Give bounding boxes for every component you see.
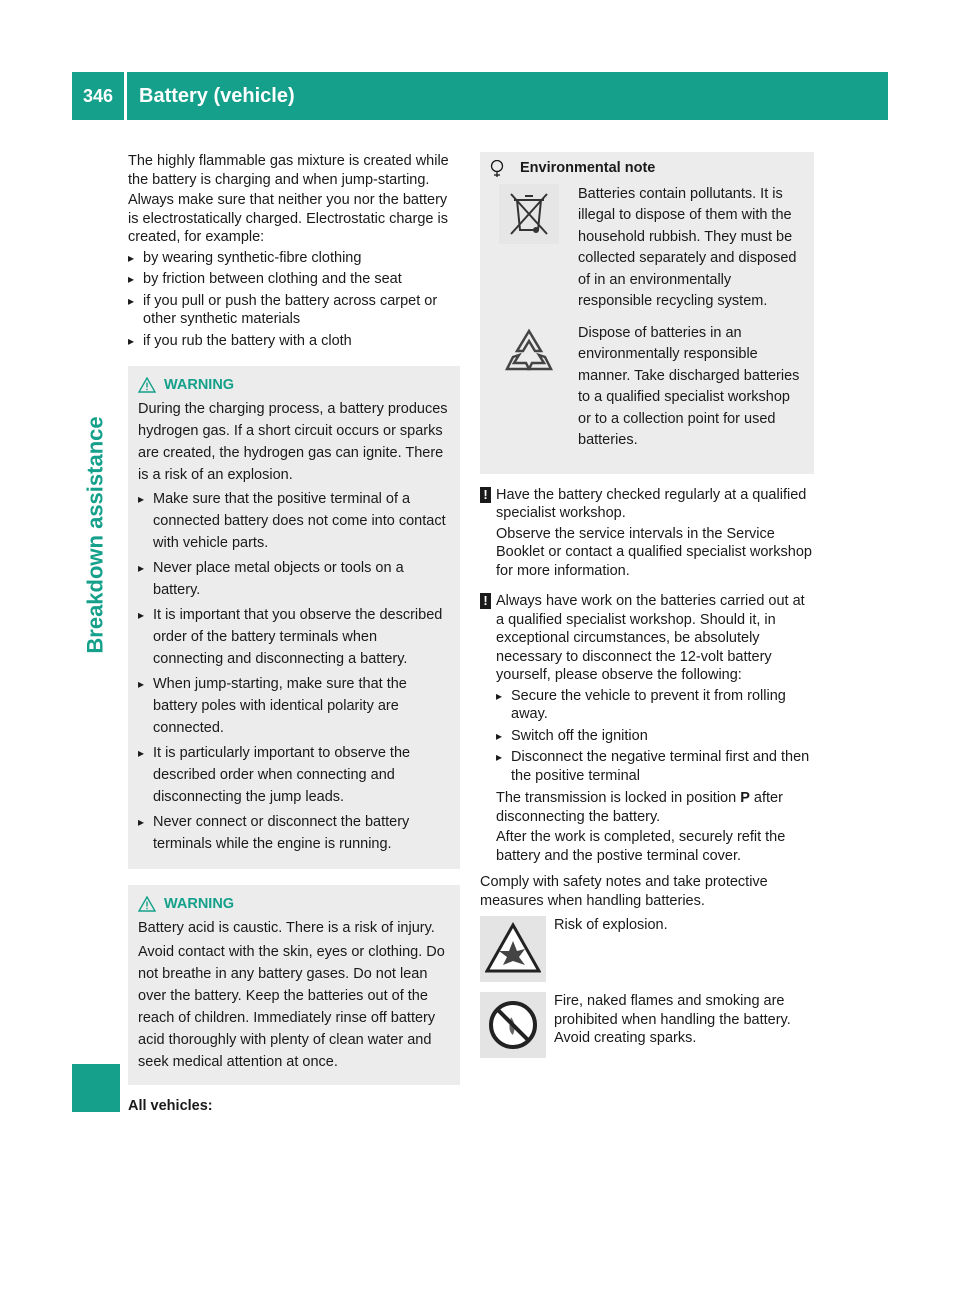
exclamation-icon: ! xyxy=(480,593,491,609)
page-number: 346 xyxy=(82,85,114,106)
bullet-list xyxy=(128,249,460,351)
list-item: ▸ It is important that you observe the described order of the battery terminals when connecting and disconnecting a battery. xyxy=(138,604,450,670)
notice-text-fragment: The transmission is locked in position xyxy=(496,790,741,806)
paragraph: The highly flammable gas mixture is created while the battery is charging and when jump-starting. xyxy=(128,153,449,188)
notice-text: Always have work on the batteries carried out at a qualified specialist workshop. Should it, in exceptional circumstances, be absolutely necessary to disconnect the 12-volt battery yourself, please observe the following: xyxy=(496,593,805,683)
notice-text: Have the battery checked regularly at a qualified specialist workshop. xyxy=(496,486,807,521)
warning-triangle-icon xyxy=(138,377,156,393)
warning-box xyxy=(128,366,460,869)
environmental-note-row xyxy=(490,184,804,313)
warning-text: Battery acid is caustic. There is a risk of injury. xyxy=(138,920,435,936)
symbol-text: Risk of explosion. xyxy=(554,917,668,933)
environmental-note-box xyxy=(480,152,814,474)
list-item: ▸ if you rub the battery with a cloth xyxy=(128,332,460,351)
environmental-note-text: Dispose of batteries in an environmentally responsible manner. Take discharged batteries to a qualified specialist workshop or to a collection point for used batteries. xyxy=(578,324,800,448)
list-item: ▸ Never connect or disconnect the battery terminals while the engine is running. xyxy=(138,811,450,855)
notice-text: After the work is completed, securely refit the battery and the postive terminal cover. xyxy=(496,829,786,864)
warning-heading xyxy=(138,893,450,915)
bullet-list xyxy=(496,687,814,786)
list-item: ▸ by friction between clothing and the seat xyxy=(128,270,460,289)
notice xyxy=(480,592,814,865)
warning-bullet-list xyxy=(138,488,450,855)
warning-title: WARNING xyxy=(164,377,235,393)
list-item: ▸ if you pull or push the battery across carpet or other synthetic materials xyxy=(128,292,460,329)
page-header xyxy=(72,72,888,120)
warning-text: Avoid contact with the skin, eyes or clothing. Do not breathe in any battery gases. Do not lean over the battery. Keep the batteries out of the reach of children. Immediately rinse off battery acid thoroughly with plenty of clean water and seek medical attention at once. xyxy=(138,944,445,1070)
left-column xyxy=(128,152,460,1118)
section-marker xyxy=(72,1064,120,1112)
list-item: ▸ When jump-starting, make sure that the battery poles with identical polarity are connected. xyxy=(138,673,450,739)
section-tab-label: Breakdown assistance xyxy=(83,416,109,654)
list-item: ▸ Secure the vehicle to prevent it from rolling away. xyxy=(496,687,814,724)
notice xyxy=(480,486,814,581)
warning-text: During the charging process, a battery produces hydrogen gas. If a short circuit occurs or sparks are created, the hydrogen gas can ignite. There is a risk of an explosion. xyxy=(138,401,448,483)
exclamation-icon: ! xyxy=(480,487,491,503)
environmental-note-row xyxy=(490,323,804,452)
subheading: All vehicles: xyxy=(128,1098,213,1114)
warning-triangle-icon xyxy=(138,896,156,912)
section-tab xyxy=(72,155,120,915)
warning-box xyxy=(128,885,460,1085)
gear-position: P xyxy=(740,790,750,806)
list-item: ▸ by wearing synthetic-fibre clothing xyxy=(128,249,460,268)
paragraph: Comply with safety notes and take protective measures when handling batteries. xyxy=(480,874,768,909)
right-column xyxy=(480,152,814,1068)
symbol-row xyxy=(480,916,814,982)
environmental-note-text: Batteries contain pollutants. It is illegal to dispose of them with the household rubbish. They must be collected separately and disposed of in an environmentally responsible recycling system. xyxy=(578,185,797,309)
list-item: ▸ Switch off the ignition xyxy=(496,727,814,746)
warning-title: WARNING xyxy=(164,896,235,912)
symbol-row xyxy=(480,992,814,1058)
crossed-bin-icon xyxy=(499,184,559,244)
warning-heading xyxy=(138,374,450,396)
recycling-icon xyxy=(499,323,559,383)
list-item: ▸ Disconnect the negative terminal first and then the positive terminal xyxy=(496,748,814,785)
symbol-text: Fire, naked flames and smoking are prohibited when handling the battery. Avoid creating sparks. xyxy=(554,993,791,1046)
environmental-note-heading xyxy=(490,158,804,180)
list-item: ▸ It is particularly important to observe the described order when connecting and disconnecting the jump leads. xyxy=(138,742,450,808)
paragraph: Always make sure that neither you nor the battery is electrostatically charged. Electrostatic charge is created, for example: xyxy=(128,192,448,245)
notice-text: Observe the service intervals in the Service Booklet or contact a qualified specialist workshop for more information. xyxy=(496,525,812,579)
notice-text-fragment: after disconnecting the battery. xyxy=(496,790,783,825)
no-fire-icon xyxy=(485,997,541,1053)
environmental-note-title: Environmental note xyxy=(520,160,656,176)
list-item: ▸ Make sure that the positive terminal of a connected battery does not come into contact with vehicle parts. xyxy=(138,488,450,554)
list-item: ▸ Never place metal objects or tools on a battery. xyxy=(138,557,450,601)
page-title: Battery (vehicle) xyxy=(139,84,295,107)
lightbulb-icon xyxy=(490,160,504,178)
notice-text xyxy=(496,789,814,826)
explosion-icon xyxy=(485,921,541,977)
